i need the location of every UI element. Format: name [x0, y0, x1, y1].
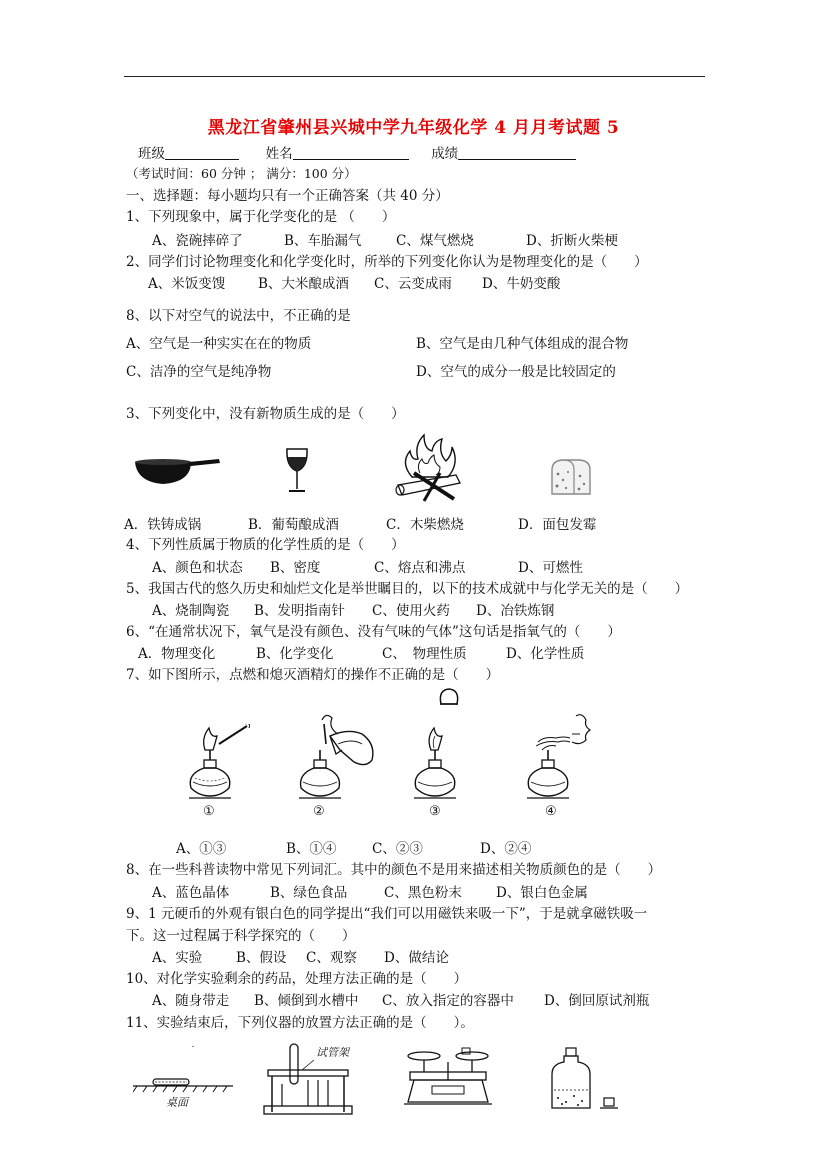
- q6-option-c: C、 物理性质: [382, 646, 467, 662]
- q5-option-d: D、冶铁炼钢: [476, 603, 555, 619]
- q10-option-b: B、倾倒到水槽中: [254, 993, 359, 1009]
- alcohol-lamp-image-4: [522, 712, 602, 810]
- q6-option-b: B、化学变化: [256, 646, 334, 662]
- tube-rack-label: 试管架: [316, 1046, 349, 1059]
- q1-option-d: D、折断火柴梗: [526, 233, 618, 249]
- burning-wood-image: [390, 433, 464, 505]
- q2-stem: 2、同学们讨论物理变化和化学变化时，所举的下列变化你认为是物理变化的是（ ）: [126, 254, 648, 270]
- alcohol-lamp-image-1: [185, 724, 265, 808]
- q3-option-a: A．铁铸成锅: [124, 517, 202, 533]
- class-label: 班级: [138, 146, 165, 162]
- q10-option-c: C、放入指定的容器中: [382, 993, 514, 1009]
- figure-label-1: ①: [203, 804, 215, 819]
- score-blank: [458, 145, 576, 160]
- q8a-option-a: A、空气是一种实实在在的物质: [126, 336, 312, 352]
- q9-option-d: D、做结论: [384, 950, 449, 966]
- q1-option-c: C、煤气燃烧: [396, 233, 474, 249]
- q10-option-d: D、倒回原试剂瓶: [544, 993, 650, 1009]
- q2-option-d: D、牛奶变酸: [482, 276, 561, 292]
- q5-option-b: B、发明指南针: [254, 603, 345, 619]
- lamp-cap-image: [436, 686, 462, 708]
- q4-option-c: C、熔点和沸点: [374, 560, 466, 576]
- q4-stem: 4、下列性质属于物质的化学性质的是（ ）: [126, 537, 405, 553]
- alcohol-lamp-image-2: [296, 710, 382, 808]
- q8b-option-b: B、绿色食品: [270, 885, 348, 901]
- balance-image: [402, 1046, 494, 1116]
- q8a-option-d: D、空气的成分一般是比较固定的: [416, 364, 616, 380]
- q1-stem: 1、下列现象中，属于化学变化的是 （ ）: [126, 209, 396, 225]
- q5-option-a: A、烧制陶瓷: [152, 603, 230, 619]
- section-1-heading: 一、选择题：每小题均只有一个正确答案（共 40 分）: [126, 188, 449, 204]
- q8b-option-a: A、蓝色晶体: [152, 885, 230, 901]
- q8a-option-c: C、洁净的空气是纯净物: [126, 364, 272, 380]
- q9-option-b: B、假设: [236, 950, 287, 966]
- q10-stem: 10、对化学实验剩余的药品，处理方法正确的是（ ）: [126, 971, 468, 987]
- alcohol-lamp-image-3: [408, 726, 464, 810]
- exam-info: （考试时间：60 分钟 ； 满分：100 分）: [126, 166, 357, 181]
- q9-option-c: C、观察: [306, 950, 357, 966]
- q3-option-c: C．木柴燃烧: [386, 517, 464, 533]
- q8b-stem: 8、在一些科普读物中常见下列词汇。其中的颜色不是用来描述相关物质颜色的是（ ）: [126, 862, 662, 878]
- exam-title: 黑龙江省肇州县兴城中学九年级化学 4 月月考试题 5: [207, 118, 620, 138]
- q8a-stem: 8、以下对空气的说法中，不正确的是: [126, 308, 351, 324]
- q2-option-a: A、米饭变馊: [148, 276, 226, 292]
- figure-label-4: ④: [545, 804, 557, 819]
- table-label: 桌面: [166, 1096, 188, 1109]
- name-blank: [293, 145, 409, 160]
- q4-option-b: B、密度: [270, 560, 321, 576]
- reagent-bottle-image: [548, 1046, 628, 1116]
- q3-option-b: B．葡萄酿成酒: [248, 517, 339, 533]
- q8b-option-c: C、黑色粉末: [384, 885, 462, 901]
- q7-stem: 7、如下图所示，点燃和熄灭酒精灯的操作不正确的是（ ）: [126, 667, 500, 683]
- q11-stem: 11、实验结束后，下列仪器的放置方法正确的是（ ）。: [126, 1015, 474, 1031]
- q5-stem: 5、我国古代的悠久历史和灿烂文化是举世瞩目的，以下的技术成就中与化学无关的是（ ）: [126, 581, 689, 597]
- moldy-bread-image: [546, 456, 594, 498]
- q4-option-a: A、颜色和状态: [152, 560, 243, 576]
- q7-option-b: B、①④: [286, 841, 337, 857]
- q7-option-a: A、①③: [176, 841, 227, 857]
- q2-option-c: C、云变成雨: [374, 276, 452, 292]
- q3-stem: 3、下列变化中，没有新物质生成的是（ ）: [126, 406, 405, 422]
- q9-stem-line-1: 9、1 元硬币的外观有银白色的同学提出“我们可以用磁铁来吸一下”，于是就拿磁铁吸一: [126, 906, 648, 922]
- figure-label-3: ③: [429, 804, 441, 819]
- q9-option-a: A、实验: [152, 950, 203, 966]
- q8b-option-d: D、银白色金属: [496, 885, 588, 901]
- info-line: [138, 145, 576, 163]
- figure-label-2: ②: [313, 804, 325, 819]
- q9-stem-line-2: 下。这一过程属于科学探究的（ ）: [126, 928, 356, 944]
- q10-option-a: A、随身带走: [152, 993, 230, 1009]
- class-blank: [165, 145, 239, 160]
- frying-pan-image: [133, 452, 223, 488]
- q5-option-c: C、使用火药: [372, 603, 450, 619]
- q1-option-a: A、瓷碗摔碎了: [152, 233, 243, 249]
- q1-option-b: B、车胎漏气: [284, 233, 362, 249]
- score-label: 成绩: [431, 146, 459, 162]
- q7-option-d: D、②④: [480, 841, 532, 857]
- name-label: 姓名: [265, 146, 293, 162]
- q8a-option-b: B、空气是由几种气体组成的混合物: [416, 336, 629, 352]
- q3-option-d: D．面包发霉: [518, 517, 597, 533]
- q7-option-c: C、②③: [372, 841, 423, 857]
- q6-stem: 6、“在通常状况下，氧气是没有颜色、没有气味的气体”这句话是指氧气的（ ）: [126, 624, 621, 640]
- q6-option-a: A．物理变化: [138, 646, 216, 662]
- header-rule: [124, 76, 705, 77]
- wine-glass-image: [284, 447, 310, 495]
- q4-option-d: D、可燃性: [518, 560, 583, 576]
- q6-option-d: D、化学性质: [506, 646, 585, 662]
- q2-option-b: B、大米酿成酒: [258, 276, 349, 292]
